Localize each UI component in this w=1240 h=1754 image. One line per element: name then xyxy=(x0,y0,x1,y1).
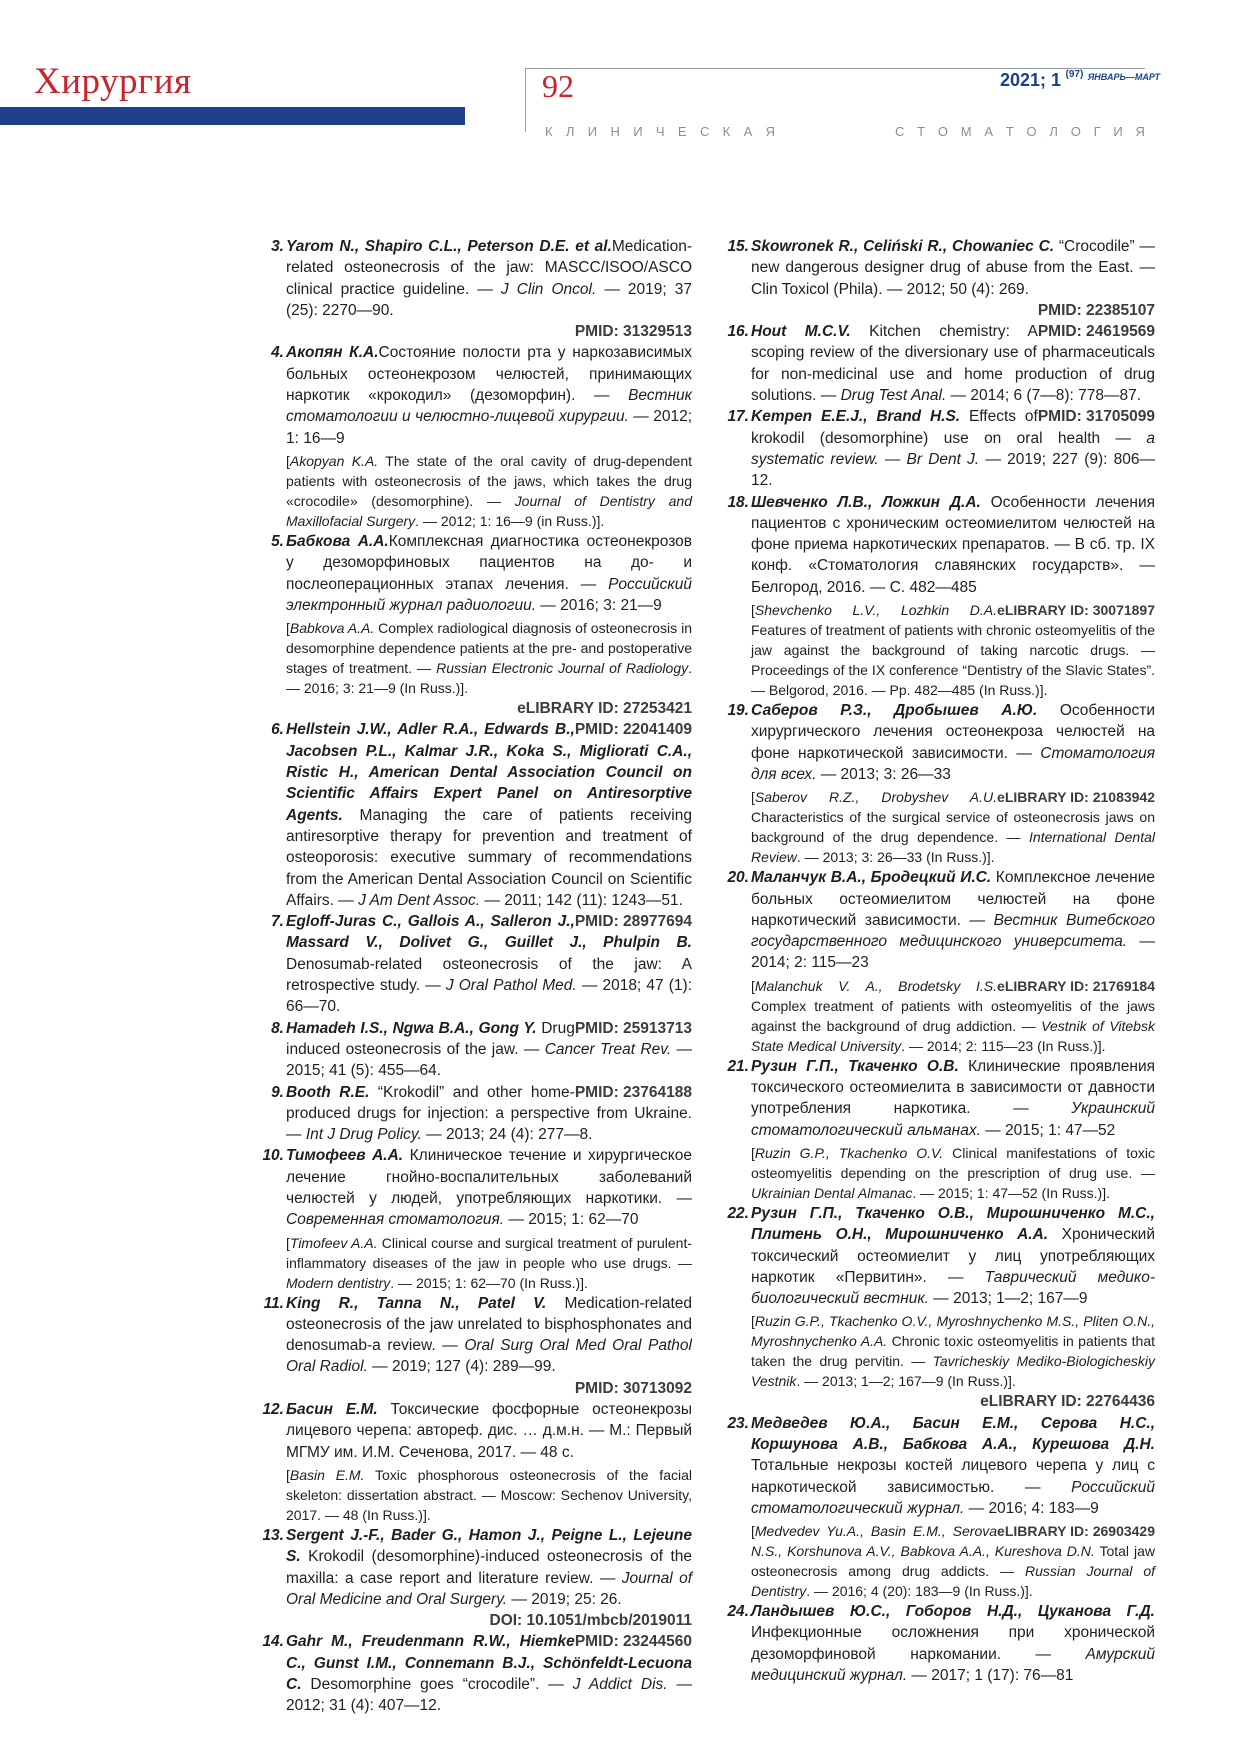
reference-source: a systematic review. — Br Dent J. xyxy=(751,429,1155,468)
reference-details: — 2013; 24 (4): 277—8. xyxy=(421,1126,593,1144)
reference-title: Хронический токсический остеомиелит у лиц употребляющих наркотик «Первитин». — xyxy=(751,1226,1155,1286)
reference-number: 10. xyxy=(262,1147,284,1165)
reference-title: Комплексная диагностика остеонекрозов у дезоморфиновых пациентов на до- и послеоперационных этапах лечения. — xyxy=(286,532,692,593)
reference-source: Drug Test Anal. xyxy=(840,387,947,405)
translation-title: Chronic toxic osteomyelitis in patients that taken the drug pervitin. — xyxy=(751,1333,1155,1370)
reference-authors: Акопян К.А. xyxy=(286,344,379,362)
reference-identifier: PMID: 31329513 xyxy=(574,323,692,341)
reference-details: — 2017; 1 (17): 76—81 xyxy=(907,1667,1074,1685)
reference-source: Вестник Витебского государственного медицинского университета. xyxy=(751,911,1155,951)
translation-title: Complex treatment of patients with osteomyelitis of the jaws against the background of drug addiction. — xyxy=(751,997,1155,1034)
translation-details: . — 2015; 1: 47—52 (In Russ.)]. xyxy=(912,1184,1110,1201)
reference-title: Medication-related osteonecrosis of the jaw unrelated to bisphosphonates and denosumab-a review. — xyxy=(286,1294,692,1355)
reference-number: 9. xyxy=(271,1083,284,1101)
reference-authors: Sergent J.-F., Bader G., Hamon J., Peigne L., Lejeune S. xyxy=(286,1526,692,1566)
translation-details: . — 2016; 3: 21—9 (In Russ.)]. xyxy=(286,660,692,697)
reference-authors: Hellstein J.W., Adler R.A., Edwards B., Jacobsen P.L., Kalmar J.R., Koka S., Migliorati C.A., Ristic H., American Dental Association Council on Scientific Affairs Expert Panel on Antiresorptive Agents. xyxy=(286,721,692,824)
translation-details: . — 2015; 1: 62—70 (In Russ.)]. xyxy=(390,1274,588,1291)
reference-title: Инфекционные осложнения при хронической дезоморфиновой наркомании. — xyxy=(751,1624,1155,1663)
reference-authors: Рузин Г.П., Ткаченко О.В. xyxy=(751,1057,959,1075)
reference-translation xyxy=(286,618,692,698)
reference-title: Desomorphine goes “crocodile”. — xyxy=(301,1676,573,1694)
reference-title: “Krokodil” and other home-produced drugs for injection: a perspective from Ukraine. — xyxy=(286,1083,692,1144)
reference-authors: Ландышев Ю.С., Гоборов Н.Д., Цуканова Г.Д. xyxy=(751,1603,1155,1621)
reference-title: Drug induced osteonecrosis of the jaw. — xyxy=(286,1019,575,1058)
reference-item xyxy=(262,1525,692,1631)
reference-title: Состояние полости рта у наркозависимых больных остеонекрозом челюстей, принимающих наркотик «крокодил» (дезоморфин). — xyxy=(286,344,692,405)
references-right-column xyxy=(727,236,1155,1686)
reference-authors: Шевченко Л.В., Ложкин Д.А. xyxy=(751,493,981,511)
reference-details: — 2012; 31 (4): 407—12. xyxy=(286,1676,693,1715)
reference-source: Современная стоматология. xyxy=(286,1211,505,1229)
translation-authors: Timofeev A.A. xyxy=(289,1234,378,1251)
reference-source: J Clin Oncol. xyxy=(500,280,597,298)
translation-bracket: [ xyxy=(751,977,755,994)
translation-details: . — 2012; 1: 16—9 (in Russ.)]. xyxy=(415,512,605,529)
reference-item xyxy=(727,1056,1155,1203)
translation-source: Ukrainian Dental Almanac xyxy=(751,1184,913,1201)
reference-item xyxy=(262,236,692,342)
reference-authors: Маланчук В.А., Бродецкий И.С. xyxy=(751,869,992,887)
reference-number: 14. xyxy=(262,1633,284,1651)
reference-number: 11. xyxy=(263,1294,284,1312)
reference-number: 13. xyxy=(262,1526,284,1544)
reference-authors: Hout M.C.V. xyxy=(751,323,851,341)
reference-title: Medication-related osteonecrosis of the jaw: MASCC/ISOO/ASCO clinical practice guideline. — xyxy=(286,238,692,298)
translation-source: Journal of Dentistry and Maxillofacial Surgery xyxy=(286,492,692,529)
reference-number: 20. xyxy=(727,869,749,887)
reference-details: — 2013; 3: 26—33 xyxy=(816,765,951,783)
reference-number: 16. xyxy=(727,323,749,341)
translation-authors: Akopyan K.A. xyxy=(289,452,379,469)
reference-item xyxy=(727,236,1155,321)
reference-identifier: DOI: 10.1051/mbcb/2019011 xyxy=(489,1612,692,1630)
reference-translation xyxy=(286,1233,692,1293)
reference-pmid: PMID: 22041409 xyxy=(574,721,692,739)
translation-bracket: [ xyxy=(286,1466,290,1483)
reference-authors: Skowronek R., Celiński R., Chowaniec C. xyxy=(751,238,1055,255)
reference-details: — 2014; 2: 115—23 xyxy=(751,933,1155,972)
reference-number: 21. xyxy=(727,1057,749,1075)
reference-pmid: PMID: 28977694 xyxy=(574,913,692,931)
translation-authors: Medvedev Yu.A., Basin E.M., Serova N.S., Korshunova A.V., Babkova A.A., Kureshova D.N. xyxy=(751,1523,1095,1560)
translation-details: . — 2013; 3: 26—33 (In Russ.)]. xyxy=(796,849,995,866)
reference-number: 23. xyxy=(727,1414,749,1432)
reference-elibrary-id: eLIBRARY ID: 26903429 xyxy=(997,1523,1155,1540)
references-left-column xyxy=(262,236,692,1717)
reference-item xyxy=(262,1018,692,1082)
reference-number: 8. xyxy=(271,1019,284,1037)
translation-title: Clinical manifestations of toxic osteomyelitis depending on the prescription of drug use. — xyxy=(751,1144,1155,1181)
reference-details: — 2015; 41 (5): 455—64. xyxy=(286,1040,693,1080)
reference-title: Клиническое течение и хирургическое лечение гнойно-воспалительных заболеваний челюстей у людей, употребляющих наркотики. — xyxy=(286,1147,693,1207)
journal-name-word2: С Т О М А Т О Л О Г И Я xyxy=(895,124,1145,139)
reference-translation xyxy=(751,1521,1155,1601)
reference-source: Таврический медико-биологический вестник. xyxy=(751,1268,1155,1308)
reference-source: Oral Surg Oral Med Oral Pathol Oral Radiol. xyxy=(286,1337,692,1376)
reference-pmid: PMID: 23244560 xyxy=(574,1633,692,1651)
reference-translation xyxy=(751,600,1155,700)
translation-details: . — 2016; 4 (20): 183—9 (In Russ.)]. xyxy=(806,1583,1033,1600)
reference-identifier: eLIBRARY ID: 27253421 xyxy=(517,700,692,718)
reference-authors: Yarom N., Shapiro C.L., Peterson D.E. et al. xyxy=(286,238,612,255)
reference-source: J Am Dent Assoc. xyxy=(358,891,481,909)
issue-year: 2021; 1 xyxy=(999,70,1062,90)
reference-title: Особенности лечения пациентов с хроническим остеомиелитом челюстей на фоне приема наркотических препаратов. — В сб. тр. IX конф. «Стоматология славянских государств». — Белгород, 2016. — С. 482—485 xyxy=(751,493,1156,596)
translation-details: . — 2014; 2: 115—23 (In Russ.)]. xyxy=(901,1037,1106,1054)
reference-authors: Egloff-Juras C., Gallois A., Salleron J., Massard V., Dolivet G., Guillet J., Phulpin B. xyxy=(286,913,692,952)
reference-item xyxy=(262,1399,692,1525)
reference-source: Украинский стоматологический альманах. xyxy=(751,1100,1155,1139)
translation-bracket: [ xyxy=(751,789,755,806)
reference-item xyxy=(727,1203,1155,1413)
reference-identifier: eLIBRARY ID: 22764436 xyxy=(980,1393,1155,1411)
reference-number: 17. xyxy=(727,408,749,426)
translation-bracket: [ xyxy=(286,452,290,469)
reference-item xyxy=(262,911,692,1017)
reference-details: — 2014; 6 (7—8): 778—87. xyxy=(946,387,1142,405)
reference-number: 4. xyxy=(271,344,284,362)
reference-number: 18. xyxy=(727,493,749,511)
reference-number: 22. xyxy=(727,1204,749,1222)
translation-bracket: [ xyxy=(286,1234,290,1251)
reference-translation xyxy=(751,787,1155,867)
journal-name-word1: К Л И Н И Ч Е С К А Я xyxy=(545,124,775,139)
reference-translation xyxy=(751,1143,1155,1203)
reference-details: — 2016; 4: 183—9 xyxy=(964,1499,1099,1517)
translation-title: Features of treatment of patients with chronic osteomyelitis of the jaw against the background of taking narcotic drugs. — Proceedings of the IX conference “Dentistry of the Slavic States”. — Belgorod, 2016. — Pp. 482—485 (In Russ.)]. xyxy=(751,622,1155,699)
reference-pmid: PMID: 25913713 xyxy=(574,1019,692,1037)
translation-source: Russian Electronic Journal of Radiology xyxy=(436,660,689,677)
reference-details: — 2016; 3: 21—9 xyxy=(536,596,662,614)
header-horizontal-rule xyxy=(525,68,1145,69)
reference-item xyxy=(262,1082,692,1146)
reference-authors: Бабкова А.А. xyxy=(286,532,389,550)
reference-number: 5. xyxy=(271,532,284,550)
reference-details: — 2012; 1: 16—9 xyxy=(286,408,693,447)
issue-months: ЯНВАРЬ—МАРТ xyxy=(1087,72,1160,82)
reference-item xyxy=(727,1413,1155,1601)
translation-authors: Babkova A.A. xyxy=(289,620,375,637)
reference-title: Krokodil (desomorphine)-induced osteonecrosis of the maxilla: a case report and literature review. — xyxy=(286,1548,692,1587)
reference-title: Effects of krokodil (desomorphine) use on oral health — xyxy=(751,408,1147,447)
reference-pmid: PMID: 31705099 xyxy=(1037,408,1155,426)
reference-details: — 2019; 37 (25): 2270—90. xyxy=(286,280,692,319)
translation-bracket: [ xyxy=(751,602,755,619)
reference-source: Вестник стоматологии и челюстно-лицевой хирургии. xyxy=(286,387,692,426)
reference-source: J Addict Dis. xyxy=(572,1676,668,1694)
translation-title: Characteristics of the surgical service of osteonecrosis jaws on background of the drug dependence. — xyxy=(751,809,1155,846)
reference-details: — 2011; 142 (11): 1243—51. xyxy=(480,891,683,909)
header-blue-bar xyxy=(0,107,465,125)
reference-item xyxy=(727,406,1155,491)
reference-source: Journal of Oral Medicine and Oral Surgery. xyxy=(286,1569,692,1608)
reference-authors: Тимофеев А.А. xyxy=(286,1147,404,1165)
reference-title: Denosumab-related osteonecrosis of the jaw: A retrospective study. — xyxy=(286,955,692,995)
reference-authors: Booth R.E. xyxy=(286,1083,370,1101)
reference-item xyxy=(262,1631,692,1716)
reference-number: 12. xyxy=(262,1401,284,1419)
reference-identifier: PMID: 22385107 xyxy=(1037,301,1155,319)
translation-title: The state of the oral cavity of drug-dependent patients with osteonecrosis of the jaws, which takes the drug «crocodile» (desomorphine). — xyxy=(286,452,692,509)
reference-source: Российский электронный журнал радиологии. xyxy=(286,575,692,614)
reference-elibrary-id: eLIBRARY ID: 21769184 xyxy=(997,977,1155,994)
translation-bracket: [ xyxy=(286,620,290,637)
reference-details: — 2015; 1: 62—70 xyxy=(504,1211,639,1229)
reference-details: — 2015; 1: 47—52 xyxy=(980,1121,1116,1139)
reference-title: “Crocodile” — new dangerous designer drug of abuse from the East. — Clin Toxicol (Phila). — 2012; 50 (4): 269. xyxy=(751,238,1155,298)
reference-authors: Gahr M., Freudenmann R.W., Hiemke C., Gunst I.M., Connemann B.J., Schönfeldt-Lecuona C. xyxy=(286,1633,692,1694)
reference-details: — 2018; 47 (1): 66—70. xyxy=(286,977,692,1016)
reference-number: 3. xyxy=(271,238,284,255)
journal-name xyxy=(545,124,1145,139)
translation-authors: Ruzin G.P., Tkachenko O.V. xyxy=(754,1144,944,1161)
reference-number: 19. xyxy=(727,702,749,720)
translation-source: Modern dentistry xyxy=(286,1274,391,1291)
reference-item xyxy=(727,700,1155,867)
reference-source: Стоматология для всех. xyxy=(751,744,1155,783)
reference-authors: Саберов Р.З., Дробышев А.Ю. xyxy=(751,702,1038,720)
translation-bracket: [ xyxy=(751,1313,755,1330)
reference-translation xyxy=(286,1465,692,1525)
translation-title: Total jaw osteonecrosis among drug addicts. — xyxy=(751,1543,1155,1580)
reference-item xyxy=(262,531,692,719)
reference-translation xyxy=(286,451,692,531)
reference-authors: Медведев Ю.А., Басин Е.М., Серова Н.С., Коршунова А.В., Бабкова А.А., Курешова Д.Н. xyxy=(751,1414,1155,1453)
reference-item xyxy=(262,719,692,911)
reference-details: — 2019; 227 (9): 806—12. xyxy=(751,450,1156,490)
page-number: 92 xyxy=(542,68,574,104)
translation-authors: Saberov R.Z., Drobyshev A.U. xyxy=(754,789,998,806)
reference-title: Комплексное лечение больных остеомиелитом челюстей на фоне наркотический зависимости. — xyxy=(751,869,1155,929)
issue-number: (97) xyxy=(1065,69,1084,80)
reference-translation xyxy=(751,1311,1155,1391)
reference-title: Особенности хирургического лечения остеонекроза челюстей на фоне наркотической зависимости. — xyxy=(751,702,1155,762)
reference-number: 15. xyxy=(727,238,749,255)
reference-source: Int J Drug Policy. xyxy=(305,1126,422,1144)
reference-authors: Рузин Г.П., Ткаченко О.В., Мирошниченко М.С., Плитень О.Н., Мирошниченко А.А. xyxy=(751,1204,1155,1244)
translation-authors: Basin E.M. xyxy=(289,1466,365,1483)
issue-info xyxy=(1000,70,1160,91)
translation-title: Complex radiological diagnosis of osteonecrosis in desomorphine dependence patients at the pre- and postoperative stages of treatment. — xyxy=(286,620,692,677)
reference-title: Клинические проявления токсического остеомиелита в зависимости от давности употребления наркотика. — xyxy=(751,1057,1156,1118)
translation-bracket: [ xyxy=(751,1144,755,1161)
reference-authors: King R., Tanna N., Patel V. xyxy=(286,1294,547,1312)
translation-details: . — 2013; 1—2; 167—9 (In Russ.)]. xyxy=(796,1373,1016,1390)
reference-title: Токсические фосфорные остеонекрозы лицевого черепа: автореф. дис. … д.м.н. — М.: Первый МГМУ им. И.М. Сеченова, 2017. — 48 с. xyxy=(286,1401,692,1461)
translation-authors: Malanchuk V. A., Brodetsky I.S. xyxy=(754,977,998,994)
translation-source: Tavricheskiy Mediko-Biologicheskiy Vestnik xyxy=(751,1353,1155,1390)
reference-authors: Hamadeh I.S., Ngwa B.A., Gong Y. xyxy=(286,1019,537,1037)
translation-source: Russian Journal of Dentistry xyxy=(751,1563,1156,1600)
reference-number: 6. xyxy=(271,721,284,739)
reference-item xyxy=(262,1293,692,1399)
translation-authors: Ruzin G.P., Tkachenko O.V., Myroshnychenko M.S., Pliten O.N., Myroshnychenko A.A. xyxy=(751,1313,1155,1350)
reference-item xyxy=(727,492,1155,700)
reference-authors: Kempen E.E.J., Brand H.S. xyxy=(751,408,961,426)
reference-identifier: PMID: 30713092 xyxy=(574,1379,692,1397)
translation-title: Clinical course and surgical treatment of purulent-inflammatory diseases of the jaw in people who use drugs. — xyxy=(286,1234,692,1271)
reference-authors: Басин Е.М. xyxy=(286,1401,378,1419)
reference-translation xyxy=(751,976,1155,1056)
reference-item xyxy=(727,1601,1155,1686)
reference-number: 24. xyxy=(727,1603,749,1621)
reference-title: Managing the care of patients receiving antiresorptive therapy for prevention and treatment of osteoporosis: executive summary of recommendations from the American Dental Association Council on Scientific Affairs. — xyxy=(286,806,692,909)
translation-title: Toxic phosphorous osteonecrosis of the facial skeleton: dissertation abstract. — Moscow: Sechenov University, 2017. — 48 (In Russ.)]. xyxy=(286,1466,692,1523)
reference-item xyxy=(262,1145,692,1292)
reference-item xyxy=(727,867,1155,1055)
reference-details: — 2019; 25: 26. xyxy=(507,1590,622,1608)
reference-pmid: PMID: 23764188 xyxy=(574,1083,692,1101)
reference-item xyxy=(262,342,692,530)
header-vertical-rule xyxy=(525,68,526,132)
reference-source: Амурский медицинский журнал. xyxy=(751,1645,1155,1685)
reference-elibrary-id: eLIBRARY ID: 30071897 xyxy=(997,602,1155,619)
translation-authors: Shevchenko L.V., Lozhkin D.A. xyxy=(754,602,998,619)
reference-pmid: PMID: 24619569 xyxy=(1037,323,1155,341)
reference-title: Тотальные некрозы костей лицевого черепа у лиц с наркотической зависимостью. — xyxy=(751,1457,1155,1496)
reference-source: J Oral Pathol Med. xyxy=(445,977,577,995)
reference-details: — 2013; 1—2; 167—9 xyxy=(928,1290,1088,1308)
reference-elibrary-id: eLIBRARY ID: 21083942 xyxy=(997,789,1155,806)
reference-source: Cancer Treat Rev. xyxy=(544,1040,672,1058)
reference-title: Kitchen chemistry: A scoping review of the diversionary use of pharmaceuticals for non-medicinal use and home production of drug solutions. — xyxy=(751,323,1155,405)
reference-details: — 2019; 127 (4): 289—99. xyxy=(367,1358,556,1376)
section-title: Хирургия xyxy=(34,61,192,102)
translation-source: Vestnik of Vitebsk State Medical University xyxy=(751,1017,1155,1054)
translation-bracket: [ xyxy=(751,1523,755,1540)
reference-item xyxy=(727,321,1155,406)
reference-number: 7. xyxy=(271,913,284,931)
translation-source: International Dental Review xyxy=(751,829,1155,866)
reference-source: Российский стоматологический журнал. xyxy=(751,1478,1155,1517)
